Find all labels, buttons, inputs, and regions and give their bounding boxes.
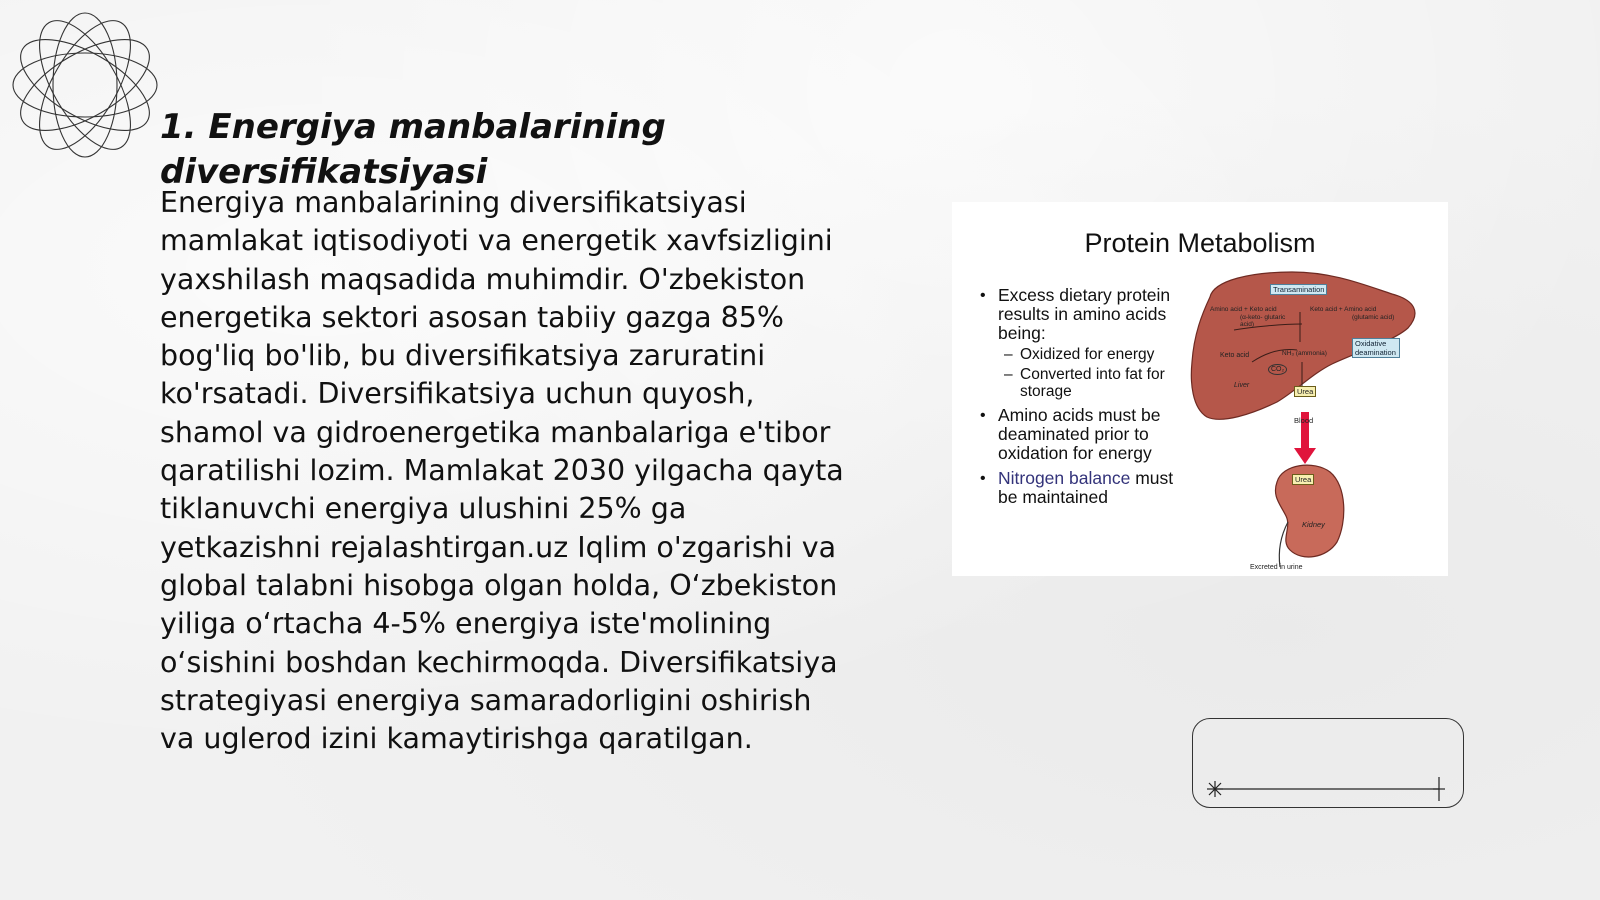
label-urea-kidney: Urea — [1292, 474, 1314, 485]
bullet-deamination: • Amino acids must be deaminated prior to oxidation for energy — [978, 406, 1188, 463]
label-urea-liver: Urea — [1294, 386, 1316, 397]
protein-metabolism-figure — [952, 202, 1448, 576]
ornament-icon — [10, 10, 160, 160]
sub-bullet-oxidized: – Oxidized for energy — [978, 346, 1188, 363]
bullet-excess-protein: • Excess dietary protein results in amino acids being: — [978, 286, 1188, 343]
label-keto-amino-right: Keto acid + Amino acid — [1310, 306, 1377, 313]
label-transamination: Transamination — [1270, 284, 1327, 295]
label-excreted: Excreted in urine — [1250, 564, 1303, 571]
bullet-nitrogen-balance — [978, 469, 1188, 507]
nitrogen-balance-rest: must be maintained — [998, 468, 1174, 507]
label-nh3: NH₃ (ammonia) — [1282, 350, 1327, 357]
label-glutamic: (glutamic acid) — [1352, 314, 1395, 321]
figure-title: Protein Metabolism — [1084, 228, 1316, 258]
label-alpha-keto: (α-keto- glutaric acid) — [1240, 314, 1286, 328]
label-keto-acid: Keto acid — [1220, 352, 1250, 359]
sub-bullet-fat-storage: – Converted into fat for storage — [978, 366, 1188, 400]
slide-title: 1. Energiya manbalarining diversifikatsiyasi — [160, 107, 666, 192]
label-blood: Blood — [1294, 416, 1314, 425]
label-liver: Liver — [1234, 382, 1250, 389]
figure-bullets — [978, 286, 1188, 510]
sparkle-line-icon — [1193, 719, 1465, 809]
label-co2: CO₂ — [1268, 364, 1287, 375]
label-amino-keto-left: Amino acid + Keto acid — [1210, 306, 1277, 313]
label-oxidative-deamination: Oxidative deamination — [1352, 338, 1400, 358]
slide-body-text: Energiya manbalarining diversifikatsiyasi mamlakat iqtisodiyoti va energetik xavfsizligini yaxshilash maqsadida muhimdir. O'zbekiston energetika sektori asosan tabiiy gazga 85% bog'liq bo'lib, bu diversifikatsiya zaruratini ko'rsatadi. Diversifikatsiya uchun quyosh, shamol va gidroenergetika manbalariga e'tibor qaratilishi lozim. Mamlakat 2030 yilgacha qayta tiklanuvchi energiya ulushini 25% ga yetkazishni rejalashtirgan.uz Iqlim o'zgarishi va global talabni hisobga olgan holda, O‘zbekiston yiliga o‘rtacha 4-5% energiya iste'molining o‘sishini boshdan kechirmoqda. Diversifikatsiya strategiyasi energiya samaradorligini oshirish va uglerod izini kamaytirishga qaratilgan. — [160, 186, 844, 756]
decorative-line-box — [1192, 718, 1464, 808]
label-kidney: Kidney — [1302, 520, 1325, 529]
nitrogen-balance-highlight: Nitrogen balance — [998, 468, 1131, 488]
